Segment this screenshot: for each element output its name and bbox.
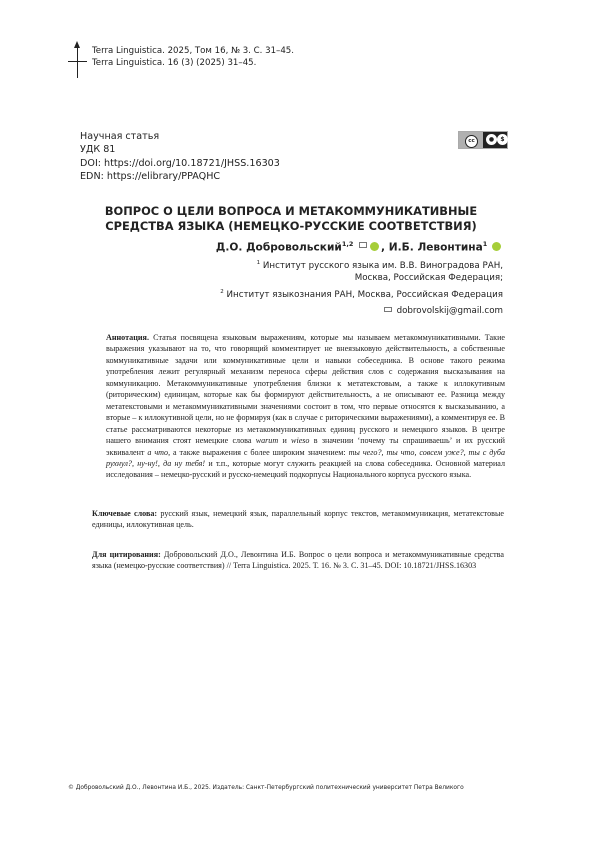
aff-1-line-2: Москва, Российская Федерация; — [354, 272, 503, 283]
keywords — [92, 508, 504, 531]
journal-line-en: Terra Linguistica. 16 (3) (2025) 31–45. — [92, 58, 257, 68]
abstract-text-2: и — [278, 436, 292, 446]
title-line-2: СРЕДСТВА ЯЗЫКА (НЕМЕЦКО-РУССКИЕ СООТВЕТСТВИЯ) — [105, 218, 477, 233]
article-title — [80, 204, 502, 233]
aff-2-text: Институт языкознания РАН, Москва, Российская Федерация — [226, 289, 503, 300]
author-2: И.Б. Левонтина — [388, 241, 483, 254]
abstract-text-4: , а также выражения с более широким значением: — [168, 447, 349, 457]
author-separator: , — [381, 241, 389, 254]
header-marker-crossbar — [68, 61, 87, 62]
creative-commons-by-nc-badge[interactable] — [458, 131, 508, 149]
abstract-example-wieso: wieso — [291, 436, 310, 446]
aff-1-sup: 1 — [256, 260, 261, 266]
edn-link[interactable]: EDN: https://elibrary/PPAQHC — [80, 170, 221, 182]
nc-icon: $ — [497, 134, 508, 145]
orcid-icon[interactable] — [492, 242, 501, 251]
article-type: Научная статья — [80, 131, 160, 142]
authors-line — [216, 240, 503, 254]
citation — [92, 549, 504, 572]
corresponding-email — [382, 306, 503, 316]
abstract-example-a-chto: а что — [147, 447, 169, 457]
abstract-example-warum: warum — [255, 436, 279, 446]
aff-2-sup: 2 — [220, 289, 224, 295]
author-1-affiliation: 1,2 — [341, 240, 354, 248]
author-1: Д.О. Добровольский — [215, 241, 342, 254]
journal-line-ru: Terra Linguistica. 2025, Том 16, № 3. С. 31–45. — [92, 46, 295, 56]
mail-icon — [384, 307, 392, 313]
aff-1-line-1: Институт русского языка им. В.В. Виноградова РАН, — [262, 260, 503, 271]
abstract — [106, 332, 505, 481]
doi-link[interactable]: DOI: https://doi.org/10.18721/JHSS.16303 — [80, 157, 280, 169]
affiliation-1 — [257, 257, 503, 284]
keywords-label: Ключевые слова: — [92, 509, 158, 518]
citation-text: Добровольский Д.О., Левонтина И.Б. Вопрос о цели вопроса и метакоммуникативные средства языка (немецко-русские соответствия) // Terra Linguistica. 2025. Т. 16. № 3. С. 31–45. DOI: 10.18721/JHSS.16303 — [92, 550, 504, 571]
abstract-text-1: Статья посвящена языковым выражениям, которые мы называем метакоммуникативными. Такие выражения указывают на то, что говорящий комментирует не внеязыковую действительность, а собственные коммуникативные задачи или коммуникативные цели и навыки собеседника. В основе такого режима употребления лежит регулярный механизм переноса сферы действия слов с содержания высказывания на коммуникацию. Метакоммуникативные употребления близки к метатекстовым, а также к иллокутивным (риторическим) единицам, которые как бы формируют действительность, а не описывают ее. Разница между метатекстовыми и метакоммуникативными значениями состоит в том, что первые относятся к высказыванию, а вторые – к иллокутивной цели, но не формируя (как в случае с риторическими выражениями), а комментируя ее. В статье рассматриваются некоторые из метакоммуникативных единиц русского и немецкого языков. В центре нашего внимания стоят немецкие слова — [106, 333, 505, 446]
abstract-label: Аннотация. — [106, 333, 149, 342]
email-link[interactable]: dobrovolskij@gmail.com — [396, 306, 503, 316]
copyright-footer: © Добровольский Д.О., Левонтина И.Б., 2025. Издатель: Санкт-Петербургский политехнический университет Петра Великого — [68, 785, 464, 791]
journal-header — [92, 45, 294, 69]
abstract-example-list: ты чего?, ты что, совсем уже?, ты с дуба рухнул?, ну-ну!, да ну тебя! — [106, 447, 505, 468]
author-2-affiliation: 1 — [482, 240, 488, 248]
citation-label: Для цитирования: — [92, 550, 161, 559]
title-line-1: ВОПРОС О ЦЕЛИ ВОПРОСА И МЕТАКОММУНИКАТИВНЫЕ — [104, 204, 478, 218]
mail-icon[interactable] — [359, 242, 367, 248]
udk: УДК 81 — [80, 144, 116, 156]
orcid-icon[interactable] — [370, 242, 379, 251]
abstract-text-5: и т.п., которые могут служить реакцией на слова собеседника. Основной материал исследования – немецко-русский и русско-немецкий подкорпусы Национального корпуса русского языка. — [106, 458, 506, 480]
affiliation-2 — [220, 286, 503, 301]
abstract-text-3: в значении ‘почему ты спрашиваешь’ и их русский эквивалент — [106, 436, 505, 457]
article-meta — [80, 130, 280, 183]
cc-icon: cc — [465, 135, 478, 148]
keywords-text: русский язык, немецкий язык, параллельный корпус текстов, метакоммуникация, метатекстовые единицы, иллокутивная цель. — [92, 509, 504, 530]
by-icon: ● — [486, 134, 497, 145]
